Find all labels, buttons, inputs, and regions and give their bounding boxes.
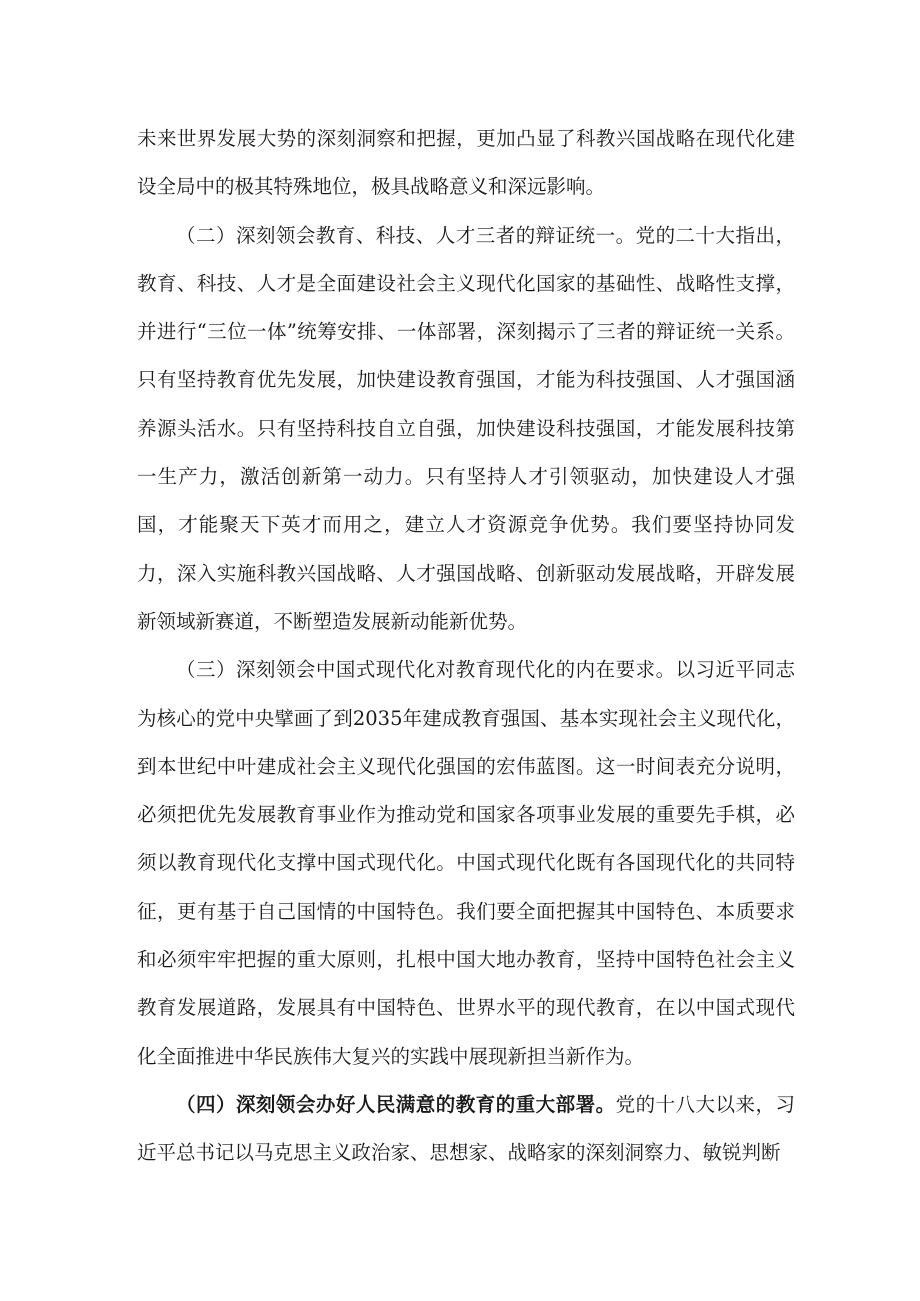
paragraph-section-2 — [137, 212, 795, 647]
paragraph-section-4 — [137, 1081, 795, 1178]
paragraph-section-3 — [137, 646, 795, 1081]
section-heading: （二）深刻领会教育、科技、人才三者的辩证统一。 — [176, 223, 636, 247]
paragraph-text: 以习近平同志为核心的党中央擘画了到2035年建成教育强国、基本实现社会主义现代化，到本世纪中叶建成社会主义现代化强国的宏伟蓝图。这一时间表充分说明，必须把优先发展教育事业作为推动党和国家各项事业发展的重要先手棋，必须以教育现代化支撑中国式现代化。中国式现代化既有各国现代化的共同特征，更有基于自己国情的中国特色。我们要全面把握其中国特色、本质要求和必须牢牢把握的重大原则，扎根中国大地办教育，坚持中国特色社会主义教育发展道路，发展具有中国特色、世界水平的现代教育，在以中国式现代化全面推进中华民族伟大复兴的实践中展现新担当新作为。 — [137, 658, 795, 1068]
paragraph-continuation — [137, 115, 795, 212]
section-heading-bold: （四）深刻领会办好人民满意的教育的重大部署。 — [176, 1092, 616, 1116]
paragraph-text: 党的十八大以来，习近平总书记以马克思主义政治家、思想家、战略家的深刻洞察力、敏锐判断 — [137, 1092, 795, 1165]
paragraph-text: 未来世界发展大势的深刻洞察和把握，更加凸显了科教兴国战略在现代化建设全局中的极其特殊地位，极具战略意义和深远影响。 — [137, 127, 795, 199]
document-body — [137, 115, 795, 1178]
section-heading: （三）深刻领会中国式现代化对教育现代化的内在要求。 — [176, 658, 676, 682]
paragraph-text: 党的二十大指出，教育、科技、人才是全面建设社会主义现代化国家的基础性、战略性支撑，并进行“三位一体”统筹安排、一体部署，深刻揭示了三者的辩证统一关系。只有坚持教育优先发展，加快建设教育强国，才能为科技强国、人才强国涵养源头活水。只有坚持科技自立自强，加快建设科技强国，才能发展科技第一生产力，激活创新第一动力。只有坚持人才引领驱动，加快建设人才强国，才能聚天下英才而用之，建立人才资源竞争优势。我们要坚持协同发力，深入实施科教兴国战略、人才强国战略、创新驱动发展战略，开辟发展新领域新赛道，不断塑造发展新动能新优势。 — [137, 223, 795, 633]
